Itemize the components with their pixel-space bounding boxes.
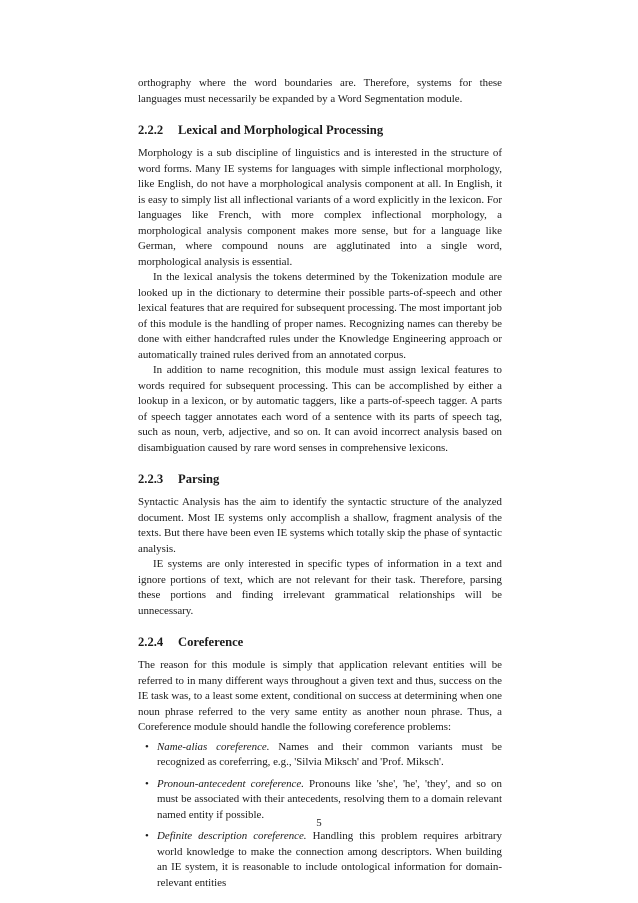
list-item: [145, 829, 502, 891]
coreference-paragraph-1: The reason for this module is simply that application relevant entities will be referred to in many different ways throughout a given text and thus, success on the IE task was, to a least some extent, conditional on success at determining when one noun phrase referred to the very same entity as another noun phrase. Thus, a Coreference module should handle the following coreference problems:: [138, 659, 502, 733]
coreference-problem-list: [138, 740, 502, 892]
page-body: [138, 76, 502, 897]
section-heading-parsing: [138, 471, 502, 487]
list-item: [145, 740, 502, 771]
bullet-icon: •: [145, 777, 149, 790]
bullet-icon: •: [145, 740, 149, 753]
list-item-term: Name-alias coreference.: [157, 740, 270, 753]
section-title: Coreference: [178, 635, 244, 649]
list-item-term: Pronoun-antecedent coreference.: [157, 777, 304, 790]
lexical-paragraph-1: Morphology is a sub discipline of linguistics and is interested in the structure of word forms. Many IE systems for languages with simple inflectional morphology, like English, do not have a morphological analysis component at all. In English, it is easy to simply list all inflectional variants of a word explicitly in the lexicon. For languages like French, with more complex inflectional morphology, a morphological analysis component makes more sense, but for a language like German, where compound nouns are agglutinated into a single word, morphological analysis is essential.: [138, 147, 502, 268]
lexical-paragraph-2: In the lexical analysis the tokens determined by the Tokenization module are looked up in the dictionary to determine their possible parts-of-speech and other lexical features that are required for subsequent processing. The most important job of this module is the handling of proper names. Recognizing names can thereby be done with either handcrafted rules under the Knowledge Engineering approach or automatically trained rules derived from an annotated corpus.: [138, 271, 502, 361]
list-item-text: Handling this problem requires arbitrary world knowledge to make the connection among descriptors. When building an IE system, it is reasonable to include ontological information for domain-relevant entities: [157, 830, 502, 889]
lexical-paragraph-3: In addition to name recognition, this module must assign lexical features to words required for subsequent processing. This can be accomplished by either a lookup in a lexicon, or by automatic taggers, like a parts-of-speech tagger. A parts of speech tagger annotates each word of a sentence with its parts of speech tag, such as noun, verb, adjective, and so on. It can avoid incorrect analysis based on disambiguation caused by rare word senses in comprehensive lexicons.: [138, 364, 502, 454]
parsing-paragraph-1: Syntactic Analysis has the aim to identify the syntactic structure of the analyzed document. Most IE systems only accomplish a shallow, fragment analysis of the texts. But there have been even IE systems which totally skip the phase of syntactic analysis.: [138, 496, 502, 555]
section-number: 2.2.3: [138, 472, 164, 486]
list-item-text: Pronouns like 'she', 'he', 'they', and so on must be associated with their antecedents, resolving them to a domain relevant named entity if possible.: [157, 777, 502, 821]
bullet-icon: •: [145, 830, 149, 842]
intro-paragraph: orthography where the word boundaries are. Therefore, systems for these languages must necessarily be expanded by a Word Segmentation module.: [138, 77, 502, 105]
page-number: 5: [316, 817, 322, 829]
section-heading-lexical: [138, 122, 502, 138]
section-title: Lexical and Morphological Processing: [178, 123, 384, 137]
list-item-term: Definite description coreference.: [157, 830, 307, 842]
section-title: Parsing: [178, 472, 220, 486]
section-number: 2.2.2: [138, 123, 164, 137]
list-item-text: Names and their common variants must be recognized as coreferring, e.g., 'Silvia Miksch' and 'Prof. Miksch'.: [157, 740, 502, 768]
parsing-paragraph-2: IE systems are only interested in specific types of information in a text and ignore portions of text, which are not relevant for their task. Therefore, parsing these portions and finding irrelevant grammatical relationships will be unnecessary.: [138, 558, 502, 617]
section-heading-coreference: [138, 634, 502, 650]
section-number: 2.2.4: [138, 635, 164, 649]
